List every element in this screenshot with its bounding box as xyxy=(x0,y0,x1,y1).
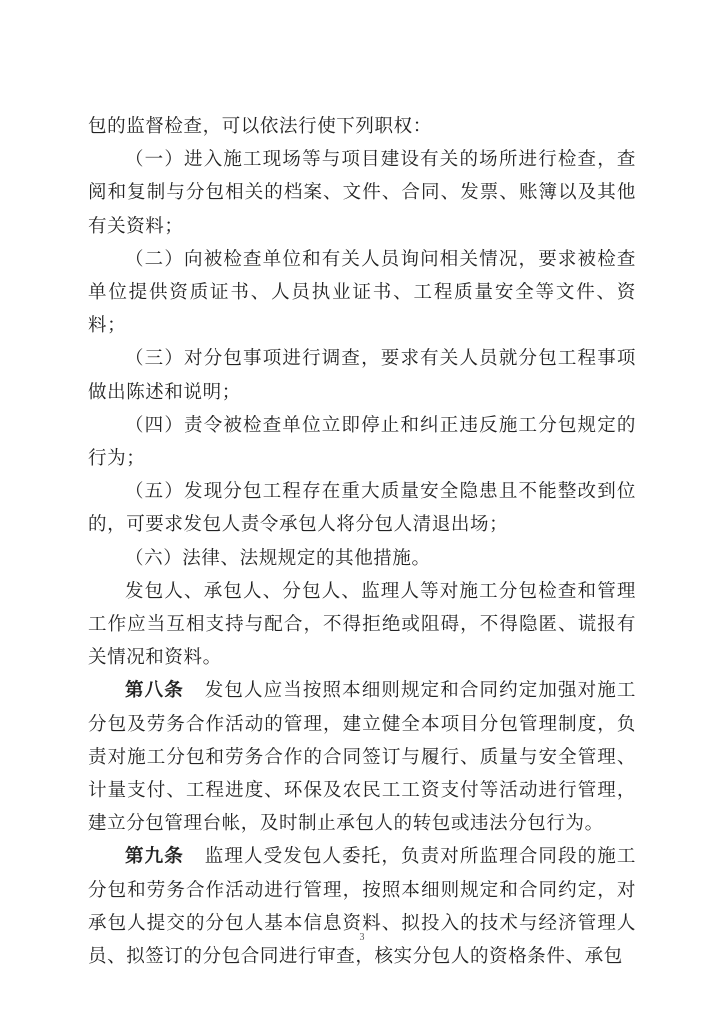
article-9 xyxy=(88,840,636,973)
paragraph-item-5: （五）发现分包工程存在重大质量安全隐患且不能整改到位的，可要求发包人责令承包人将分包人清退出场； xyxy=(88,481,636,536)
article-8-text: 发包人应当按照本细则规定和合同约定加强对施工分包及劳务合作活动的管理，建立健全本项目分包管理制度，负责对施工分包和劳务合作的合同签订与履行、质量与安全管理、计量支付、工程进度、环保及农民工工资支付等活动进行管理，建立分包管理台帐，及时制止承包人的转包或违法分包行为。 xyxy=(88,680,636,835)
page-number: 3 xyxy=(359,932,365,943)
paragraph-item-1: （一）进入施工现场等与项目建设有关的场所进行检查，查阅和复制与分包相关的档案、文件、合同、发票、账簿以及其他有关资料； xyxy=(88,149,636,237)
paragraph-continuation: 包的监督检查，可以依法行使下列职权： xyxy=(88,116,432,137)
article-8-label: 第八条 xyxy=(125,680,184,702)
paragraph-item-6: （六）法律、法规规定的其他措施。 xyxy=(125,547,431,569)
paragraph-item-4: （四）责令被检查单位立即停止和纠正违反施工分包规定的行为； xyxy=(88,414,636,470)
article-9-text: 监理人受发包人委托，负责对所监理合同段的施工分包和劳务合作活动进行管理，按照本细则规定和合同约定，对承包人提交的分包人基本信息资料、拟投入的技术与经济管理人员、拟签订的分包合同进行审查，核实分包人的资格条件、承包 xyxy=(88,846,636,968)
document-body xyxy=(88,110,636,973)
paragraph-cooperation: 发包人、承包人、分包人、监理人等对施工分包检查和管理工作应当互相支持与配合，不得拒绝或阻碍，不得隐匿、谎报有关情况和资料。 xyxy=(88,580,636,669)
article-8 xyxy=(88,674,636,840)
paragraph-item-2: （二）向被检查单位和有关人员询问相关情况，要求被检查单位提供资质证书、人员执业证书、工程质量安全等文件、资料； xyxy=(88,248,636,337)
paragraph-item-3: （三）对分包事项进行调查，要求有关人员就分包工程事项做出陈述和说明； xyxy=(88,348,636,403)
article-9-label: 第九条 xyxy=(125,846,184,868)
